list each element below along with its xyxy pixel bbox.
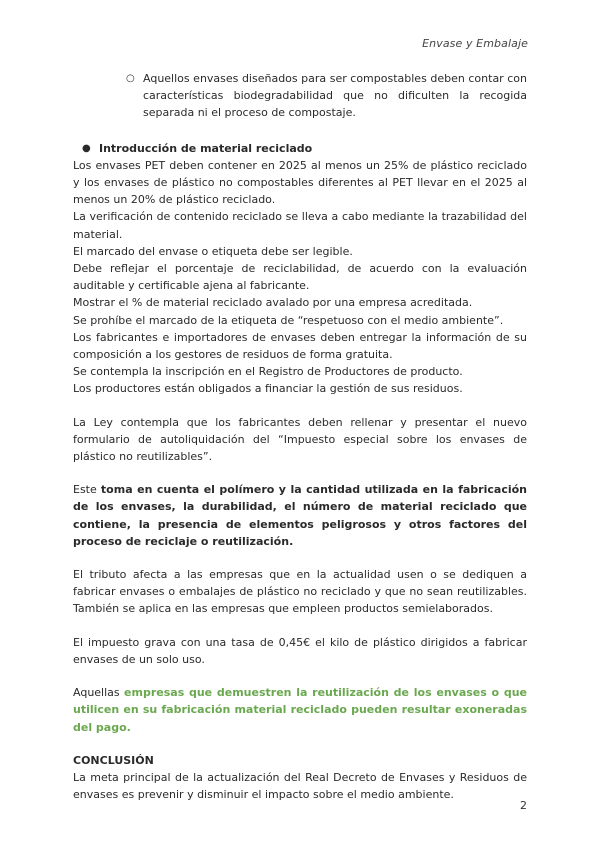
paragraph-aquellas-prefix: Aquellas [73,686,125,700]
body-line: Se contempla la inscripción en el Registro de Productores de producto. [73,365,463,379]
bullet-heading: Introducción de material reciclado [99,141,313,155]
body-line: La verificación de contenido reciclado se lleva a cabo mediante la trazabilidad del material. [73,210,527,241]
body-line: Los envases PET deben contener en 2025 al menos un 25% de plástico reciclado y los envases de plástico no compostables diferentes al PET llevar en el 2025 al menos un 20% de plástico reciclado. [73,158,527,207]
body-line: Se prohíbe el marcado de la etiqueta de “respetuoso con el medio ambiente”. [73,313,504,327]
paragraph-ley: La Ley contempla que los fabricantes deben rellenar y presentar el nuevo formulario de autoliquidación del “Impuesto especial sobre los envases de plástico no reutilizables”. [73,415,527,464]
paragraph-este-prefix: Este [73,483,101,497]
page-number: 2 [520,799,527,812]
body-line: El marcado del envase o etiqueta debe ser legible. [73,244,353,258]
sub-bullet-text: Aquellos envases diseñados para ser compostables deben contar con características biodegradabilidad que no dificulten la recogida separada ni el proceso de compostaje. [143,72,527,120]
sub-bullet-item [126,70,527,122]
paragraph-aquellas-highlight: empresas que demuestren la reutilización de los envases o que utilicen en su fabricación material reciclado pueden resultar exoneradas del pago. [73,686,527,734]
filled-circle-bullet-icon: ● [82,142,91,154]
conclusion-title: CONCLUSIÓN [73,753,154,767]
paragraph-aquellas [73,684,527,736]
page-header: Envase y Embalaje [422,37,528,50]
body-line: Mostrar el % de material reciclado avalado por una empresa acreditada. [73,296,473,310]
body-line: Los productores están obligados a financiar la gestión de sus residuos. [73,382,463,396]
body-line: Debe reflejar el porcentaje de reciclabilidad, de acuerdo con la evaluación auditable y certificable ajena al fabricante. [73,262,527,293]
bullet-item [82,140,527,157]
paragraph-este-bold: toma en cuenta el polímero y la cantidad utilizada en la fabricación de los envases, la durabilidad, el número de material reciclado que contiene, la presencia de elementos peligrosos y otros factores del proceso de reciclaje o reutilización. [73,483,527,548]
paragraph-este [73,481,527,550]
document-body [73,70,527,803]
paragraph-tributo: El tributo afecta a las empresas que en la actualidad usen o se dediquen a fabricar envases o embalajes de plástico no reciclado y que no sean reutilizables. También se aplica en las empresas que empleen productos semielaborados. [73,568,527,616]
conclusion-text: La meta principal de la actualización del Real Decreto de Envases y Residuos de envases es prevenir y disminuir el impacto sobre el medio ambiente. [73,770,527,802]
body-line: Los fabricantes e importadores de envases deben entregar la información de su composición a los gestores de residuos de forma gratuita. [73,330,527,362]
paragraph-impuesto: El impuesto grava con una tasa de 0,45€ el kilo de plástico dirigidos a fabricar envases de un solo uso. [73,635,527,666]
hollow-circle-bullet-icon: ○ [126,73,135,84]
